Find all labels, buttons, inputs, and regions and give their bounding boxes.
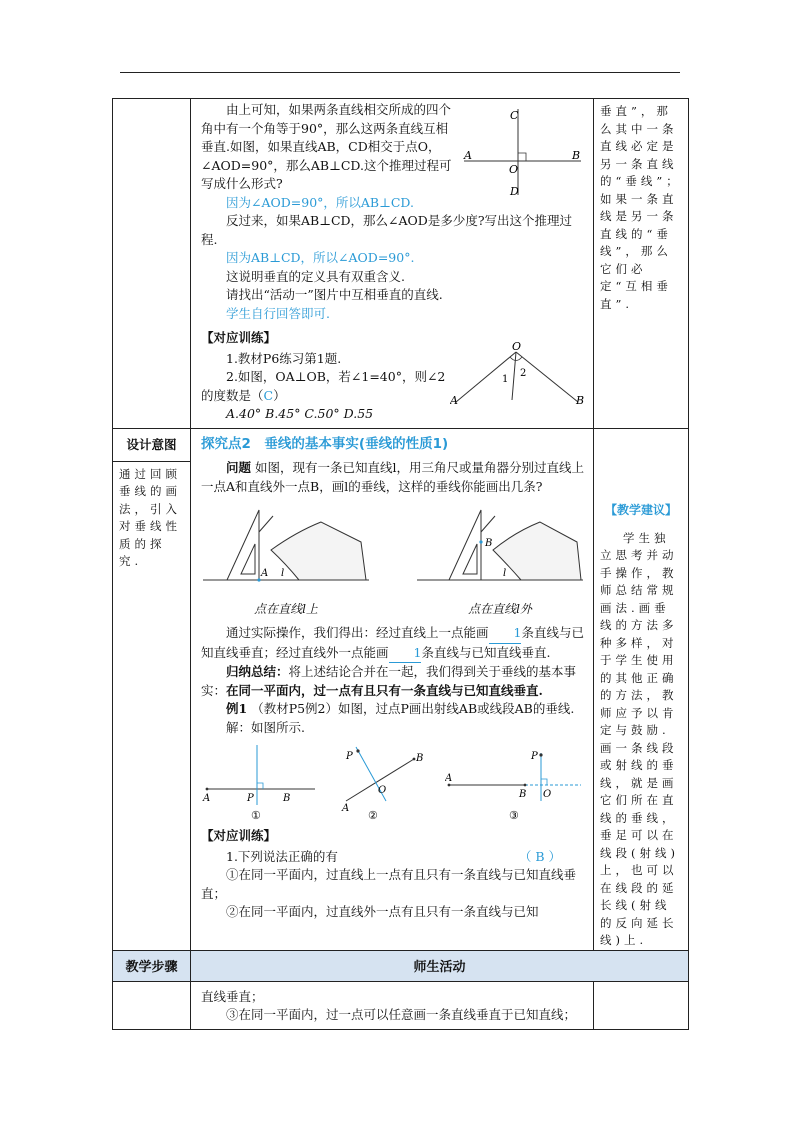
row-continuation: [113, 981, 689, 1029]
teaching-suggestion-title: 【教学建议】: [604, 502, 677, 517]
perpendicular-figure: [460, 105, 585, 197]
statement-2: ②在同一平面内，过直线外一点有且只有一条直线与已知: [226, 904, 539, 919]
header-teacher-student-activity: 师生活动: [191, 950, 689, 981]
question-paragraph: 问题 如图，现有一条已知直线l，用三角尺或量角器分别过直线上一点A和直线外一点B，画l的垂线，这样的垂线你能画出几条?: [201, 460, 584, 494]
label-o: O: [509, 163, 519, 176]
angle-1-label: 1: [502, 373, 509, 385]
label-b: B: [572, 149, 581, 162]
figure-number: ①: [251, 809, 261, 821]
teaching-suggestion-text: 学生独立思考并动手操作，教师总结常规画法.画垂线的方法多种多样，对于学生使用的其他正确的方法，教师应予以肯定与鼓励.画一条线段或射线的垂线，就是画它们所在直线的垂线，垂足可以在线段(射线)上，也可以在线段的延长线(射线的反向延长线)上.: [600, 530, 679, 947]
example-figure-3: [445, 741, 585, 821]
label-b: B: [519, 789, 527, 800]
caption-on-line: 点在直线l上: [254, 601, 318, 616]
row3-right-cell: [594, 981, 689, 1029]
row2-main-cell: [191, 428, 594, 950]
answer-1: 因为∠AOD=90°，所以AB⊥CD.: [226, 194, 414, 210]
label-o: O: [378, 785, 387, 796]
label-a: A: [445, 773, 453, 784]
label-a: A: [203, 793, 211, 804]
table-header-row: [113, 950, 689, 981]
exercise-1: 1.教材P6练习第1题.: [226, 350, 342, 366]
row1-main-cell: [191, 99, 594, 429]
question-1: 1.下列说法正确的有 （ B ）: [226, 848, 561, 864]
label-b: B: [283, 793, 291, 804]
label-d: D: [510, 185, 519, 197]
label-o: O: [543, 789, 552, 800]
statement-1: ①在同一平面内，过直线上一点有且只有一条直线与已知直线垂直；: [201, 867, 577, 901]
row3-left-cell: [113, 981, 191, 1029]
summary-paragraph: 归纳总结：将上述结论合并在一起，我们得到关于垂线的基本事实：在同一平面内，过一点有且只有一条直线与已知直线垂直.: [201, 664, 577, 698]
label-l: l: [281, 568, 285, 579]
design-intent-label: 设计意图: [113, 429, 190, 462]
converse-paragraph: 反过来，如果AB⊥CD，那么∠AOD是多少度?写出这个推理过程.: [201, 213, 573, 247]
example-figure-1: [201, 741, 321, 821]
label-l: l: [503, 568, 507, 579]
row3-main-cell: [191, 981, 594, 1029]
label-p: P: [531, 751, 538, 762]
design-intent-text: 通过回顾垂线的画法，引入对垂线性质的探究.: [119, 466, 181, 568]
answer-4: 学生自行回答即可.: [226, 305, 330, 321]
section-title: 探究点2 垂线的基本事实(垂线的性质1): [201, 435, 449, 452]
solution-line: 解：如图所示.: [226, 719, 305, 735]
label-b: B: [416, 753, 424, 764]
row1-left-cell: [113, 99, 191, 429]
row2-suggestion-cell: [594, 428, 689, 950]
training-title: 【对应训练】: [201, 828, 277, 843]
row1-side-note: 垂直”，那么其中一条直线必定是另一条直线的“垂线”；如果一条直线是另一条直线的“垂线”，那么它们必定“互相垂直”.: [594, 99, 689, 429]
label-o: O: [512, 341, 522, 353]
figure-number: ②: [368, 809, 378, 821]
activity-line: 请找出“活动一”图片中互相垂直的直线.: [226, 287, 443, 302]
statement-3: ③在同一平面内，过一点可以任意画一条直线垂直于已知直线；: [226, 1007, 577, 1022]
label-a: A: [261, 568, 269, 579]
angle-figure: [450, 342, 585, 412]
label-p: P: [247, 793, 254, 804]
figure-point-on-line: [201, 502, 371, 618]
label-a: A: [450, 393, 458, 407]
definition-paragraph: 由上可知，如果两条直线相交所成的四个角中有一个角等于90°，那么这两条直线互相垂直.如图，如果直线AB，CD相交于点O，∠AOD=90°，那么AB⊥CD.这个推理过程可写成什么形式?: [201, 102, 452, 191]
label-b: B: [485, 538, 493, 549]
label-c: C: [510, 109, 519, 122]
header-rule: [120, 72, 680, 73]
row-perpendicular-property: [113, 428, 689, 950]
example-figure-2: [328, 741, 438, 821]
row-perpendicular-definition: [113, 99, 689, 429]
label-p: P: [346, 751, 353, 762]
figure-point-off-line: [415, 502, 585, 618]
continued-line: 直线垂直；: [201, 988, 264, 1004]
exercise-2-options: A.40° B.45° C.50° D.55: [226, 406, 374, 421]
angle-2-label: 2: [520, 367, 527, 379]
figure-number: ③: [509, 809, 519, 821]
exercise-2: 2.如图，OA⊥OB，若∠1=40°，则∠2的度数是（C）: [201, 369, 446, 403]
label-a: A: [464, 149, 472, 162]
label-a: A: [342, 803, 350, 814]
example-paragraph: 例1 （教材P5例2）如图，过点P画出射线AB或线段AB的垂线.: [226, 701, 575, 716]
lesson-table: [112, 98, 689, 1030]
row2-left-cell: [113, 428, 191, 950]
header-teaching-steps: 教学步骤: [113, 950, 191, 981]
caption-off-line: 点在直线l外: [468, 601, 532, 616]
result-paragraph: 通过实际操作，我们得出：经过直线上一点能画 1条直线与已知直线垂直；经过直线外一点能画 1条直线与已知直线垂直.: [201, 624, 585, 663]
training-title: 【对应训练】: [201, 330, 277, 345]
label-b: B: [576, 393, 585, 407]
meaning-line: 这说明垂直的定义具有双重含义.: [226, 268, 405, 284]
answer-2: 因为AB⊥CD，所以∠AOD=90°.: [226, 250, 415, 265]
